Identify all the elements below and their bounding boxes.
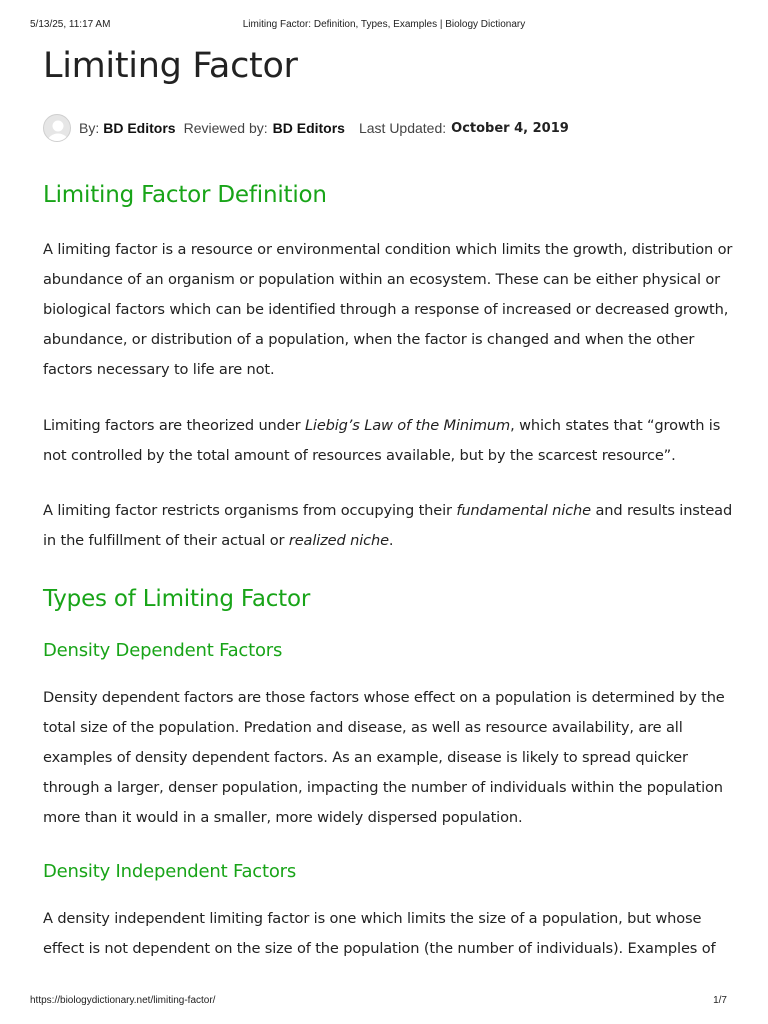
- section-heading-definition: Limiting Factor Definition: [43, 182, 327, 208]
- subheading-density-independent: Density Independent Factors: [43, 861, 297, 882]
- author-link[interactable]: BD Editors: [103, 120, 176, 136]
- fundamental-niche-term: fundamental niche: [456, 502, 591, 519]
- definition-paragraph-2: [43, 411, 733, 471]
- definition-paragraph-3: [43, 496, 733, 556]
- page-number: 1/7: [713, 995, 727, 1006]
- p3-text-before: A limiting factor restricts organisms from occupying their: [43, 502, 457, 519]
- print-datetime: 5/13/25, 11:17 AM: [30, 19, 111, 30]
- p3-text-middle: and results instead in the fulfillment of their actual or: [43, 502, 733, 549]
- realized-niche-term: realized niche: [288, 532, 389, 549]
- p3-text-after: .: [388, 532, 394, 549]
- section-heading-types: Types of Limiting Factor: [43, 586, 311, 612]
- print-doc-title: Limiting Factor: Definition, Types, Examples | Biology Dictionary: [242, 19, 526, 30]
- p2-text-before: Limiting factors are theorized under: [43, 417, 305, 434]
- density-independent-paragraph: A density independent limiting factor is one which limits the size of a population, but whose effect is not dependent on the size of the population (the number of individuals). Examples of: [43, 910, 716, 957]
- page-title: Limiting Factor: [43, 46, 298, 86]
- density-dependent-paragraph: Density dependent factors are those factors whose effect on a population is determined by the total size of the population. Predation and disease, as well as resource availability, are all examples of density dependent factors. As an example, disease is likely to spread quicker through a larger, denser population, impacting the number of individuals within the population more than it would in a smaller, more widely dispersed population.: [43, 689, 725, 826]
- subheading-density-dependent: Density Dependent Factors: [43, 640, 283, 661]
- p2-text-after: , which states that “growth is not controlled by the total amount of resources available, but by the scarcest resource”.: [43, 417, 721, 464]
- reviewer-link[interactable]: BD Editors: [272, 120, 345, 136]
- updated-date: October 4, 2019: [451, 120, 569, 136]
- definition-paragraph-1: A limiting factor is a resource or environmental condition which limits the growth, distribution or abundance of an organism or population within an ecosystem. These can be either physical or biological factors which can be identified through a response of increased or decreased growth, abundance, or distribution of a population, when the factor is changed and when the other factors necessary to life are not.: [43, 241, 733, 378]
- by-label: By:: [79, 120, 100, 136]
- reviewed-label: Reviewed by:: [183, 120, 268, 136]
- liebig-law-term: Liebig’s Law of the Minimum: [304, 417, 511, 434]
- print-url: https://biologydictionary.net/limiting-factor/: [30, 995, 216, 1006]
- updated-label: Last Updated:: [358, 120, 447, 136]
- default-user-avatar-icon: [43, 114, 71, 142]
- byline: [43, 112, 569, 144]
